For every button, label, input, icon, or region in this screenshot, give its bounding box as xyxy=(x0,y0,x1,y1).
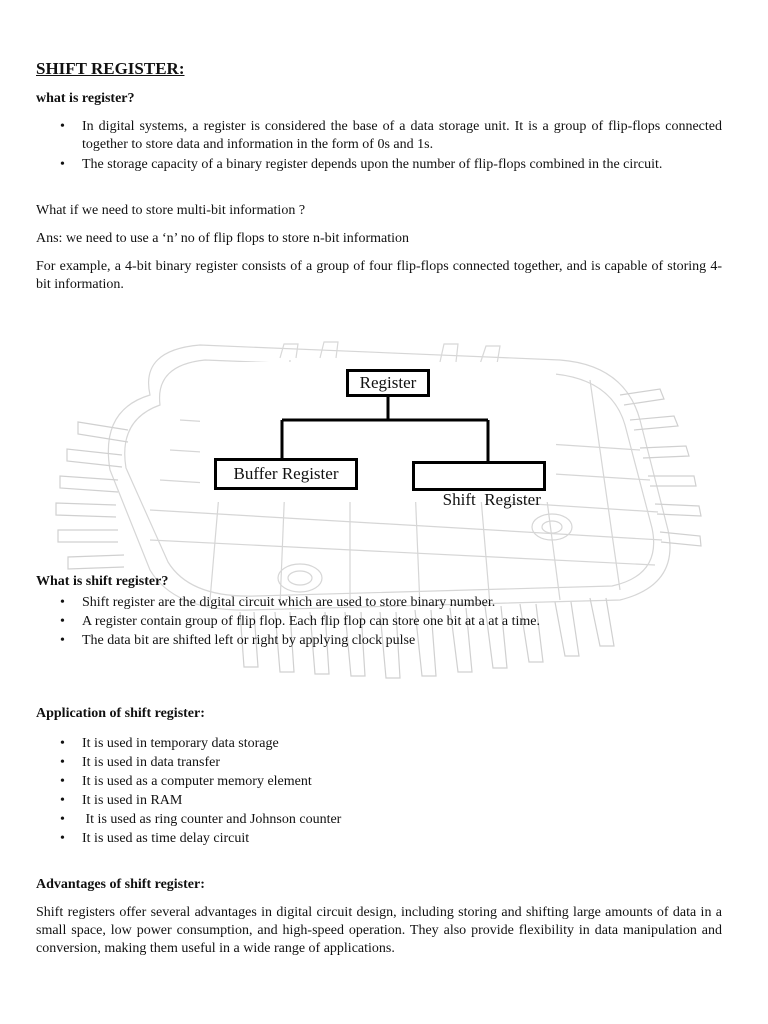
list-item: • The data bit are shifted left or right by applying clock pulse xyxy=(82,632,722,650)
list-item: • It is used as a computer memory element xyxy=(82,773,722,791)
paragraph-multibit-question: What if we need to store multi-bit information ? xyxy=(36,203,306,218)
diagram-node-label: Buffer Register xyxy=(233,464,339,483)
list-item: • It is used as ring counter and Johnson counter xyxy=(82,811,722,829)
diagram-spacer xyxy=(36,294,722,573)
applications-bullet-list xyxy=(36,735,722,848)
section-heading-applications: Application of shift register: xyxy=(36,706,205,721)
section-question-register: what is register? xyxy=(36,91,135,106)
list-item: • A register contain group of flip flop. Each flip flop can store one bit at a at a time. xyxy=(82,613,722,631)
list-item: • It is used in temporary data storage xyxy=(82,735,722,753)
list-item: • Shift register are the digital circuit which are used to store binary number. xyxy=(82,594,722,612)
list-item: • It is used in RAM xyxy=(82,792,722,810)
shift-register-bullet-list xyxy=(36,594,722,650)
paragraph-answer: Ans: we need to use a ‘n’ no of flip flops to store n-bit information xyxy=(36,231,409,246)
paragraph-example: For example, a 4-bit binary register consists of a group of four flip-flops connected together, and is capable of storing 4-bit information. xyxy=(36,259,722,292)
list-item: • The storage capacity of a binary register depends upon the number of flip-flops combined in the circuit. xyxy=(82,156,722,174)
document-body xyxy=(36,58,722,958)
register-bullet-list xyxy=(36,118,722,174)
diagram-node-label: Register xyxy=(359,373,417,392)
list-item: • In digital systems, a register is considered the base of a data storage unit. It is a group of flip-flops connected together to store data and information in the form of 0s and 1s. xyxy=(82,118,722,154)
section-question-shift-register: What is shift register? xyxy=(36,574,169,589)
list-item: • It is used in data transfer xyxy=(82,754,722,772)
paragraph-advantages: Shift registers offer several advantages in digital circuit design, including storing and shifting large amounts of data in a small space, low power consumption, and high-speed operation. They also provide flexibility in data manipulation and conversion, making them useful in a wide range of applications. xyxy=(36,905,722,956)
list-item: • It is used as time delay circuit xyxy=(82,830,722,848)
diagram-node-label: Shift Register xyxy=(442,490,541,509)
page-title: SHIFT REGISTER: xyxy=(36,59,185,78)
section-heading-advantages: Advantages of shift register: xyxy=(36,877,205,892)
